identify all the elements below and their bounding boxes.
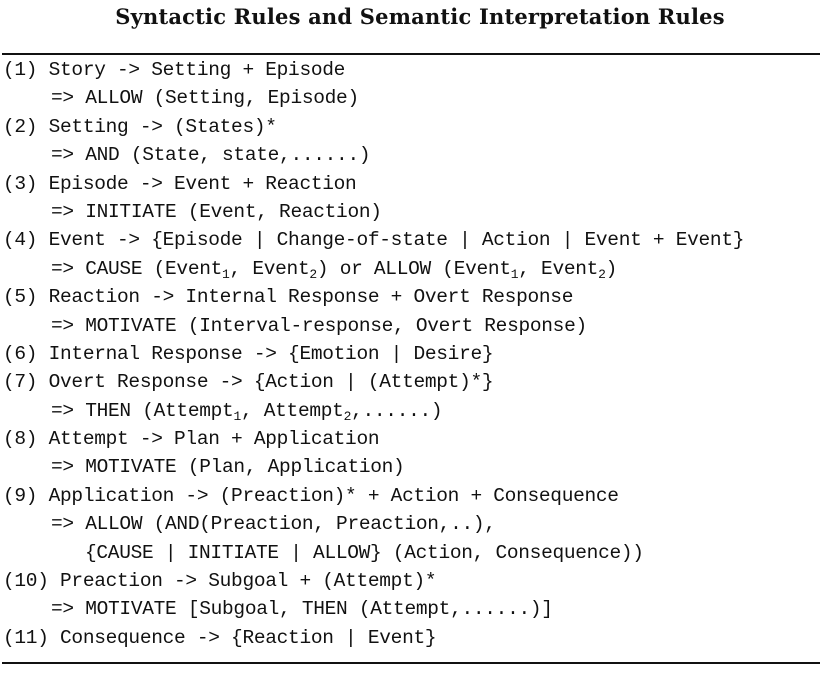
rule-9-semantics-continued: {CAUSE | INITIATE | ALLOW} (Action, Consequence)) [85, 541, 644, 564]
rule-8-syntax: (8) Attempt -> Plan + Application [3, 428, 380, 451]
rule-10-semantics: => MOTIVATE [Subgoal, THEN (Attempt,......)] [51, 598, 553, 621]
rule-1-syntax: (1) Story -> Setting + Episode [3, 59, 346, 81]
rule-4-sem-subscript-2: 2 [309, 266, 317, 282]
rule-2-semantics: => AND (State, state,......) [51, 144, 371, 167]
rule-4-sem-subscript-3: 1 [510, 266, 519, 282]
rule-4-semantics [3, 255, 833, 283]
rule-4-syntax: (4) Event -> {Episode | Change-of-state | Action | Event + Event} [3, 229, 745, 252]
rule-8-semantics: => MOTIVATE (Plan, Application) [51, 456, 405, 479]
rule-7-sem-part-2: , Attempt [240, 399, 344, 422]
rule-4-sem-part-5: ) [605, 257, 617, 280]
rule-3-syntax: (3) Episode -> Event + Reaction [3, 172, 357, 195]
rule-3-semantics: => INITIATE (Event, Reaction) [51, 200, 382, 223]
rule-7-sem-subscript-2: 2 [343, 408, 352, 424]
rule-4-sem-part-2: , Event [229, 257, 310, 280]
rule-9-syntax: (9) Application -> (Preaction)* + Action + Consequence [3, 484, 619, 507]
rule-4-sem-subscript-4: 2 [598, 266, 606, 282]
rule-7-semantics [3, 397, 833, 425]
rule-4-sem-part-1: => CAUSE (Event [51, 257, 223, 280]
rule-11-syntax: (11) Consequence -> {Reaction | Event} [3, 626, 437, 649]
rule-4-sem-part-4: , Event [518, 257, 599, 280]
rule-6-syntax: (6) Internal Response -> {Emotion | Desire} [3, 342, 494, 365]
rule-7-sem-part-3: ,......) [351, 399, 443, 422]
rule-4-sem-subscript-1: 1 [222, 266, 230, 282]
rule-2-syntax: (2) Setting -> (States)* [3, 115, 277, 138]
rule-4-sem-part-3: ) or ALLOW (Event [316, 257, 511, 280]
rule-1-semantics: => ALLOW (Setting, Episode) [51, 87, 359, 110]
rule-7-sem-part-1: => THEN (Attempt [51, 399, 234, 422]
rule-7-syntax: (7) Overt Response -> {Action | (Attempt)*} [3, 371, 494, 394]
page-title: Syntactic Rules and Semantic Interpretation Rules [115, 4, 725, 29]
top-divider [2, 53, 820, 55]
rule-7-sem-subscript-1: 1 [233, 408, 241, 424]
rule-5-semantics: => MOTIVATE (Interval-response, Overt Response) [51, 314, 587, 337]
rules-list [3, 56, 833, 652]
bottom-divider [2, 662, 820, 664]
rule-9-semantics: => ALLOW (AND(Preaction, Preaction,..), [51, 513, 496, 536]
rule-10-syntax: (10) Preaction -> Subgoal + (Attempt)* [3, 570, 437, 593]
rule-5-syntax: (5) Reaction -> Internal Response + Overt Response [3, 286, 574, 309]
